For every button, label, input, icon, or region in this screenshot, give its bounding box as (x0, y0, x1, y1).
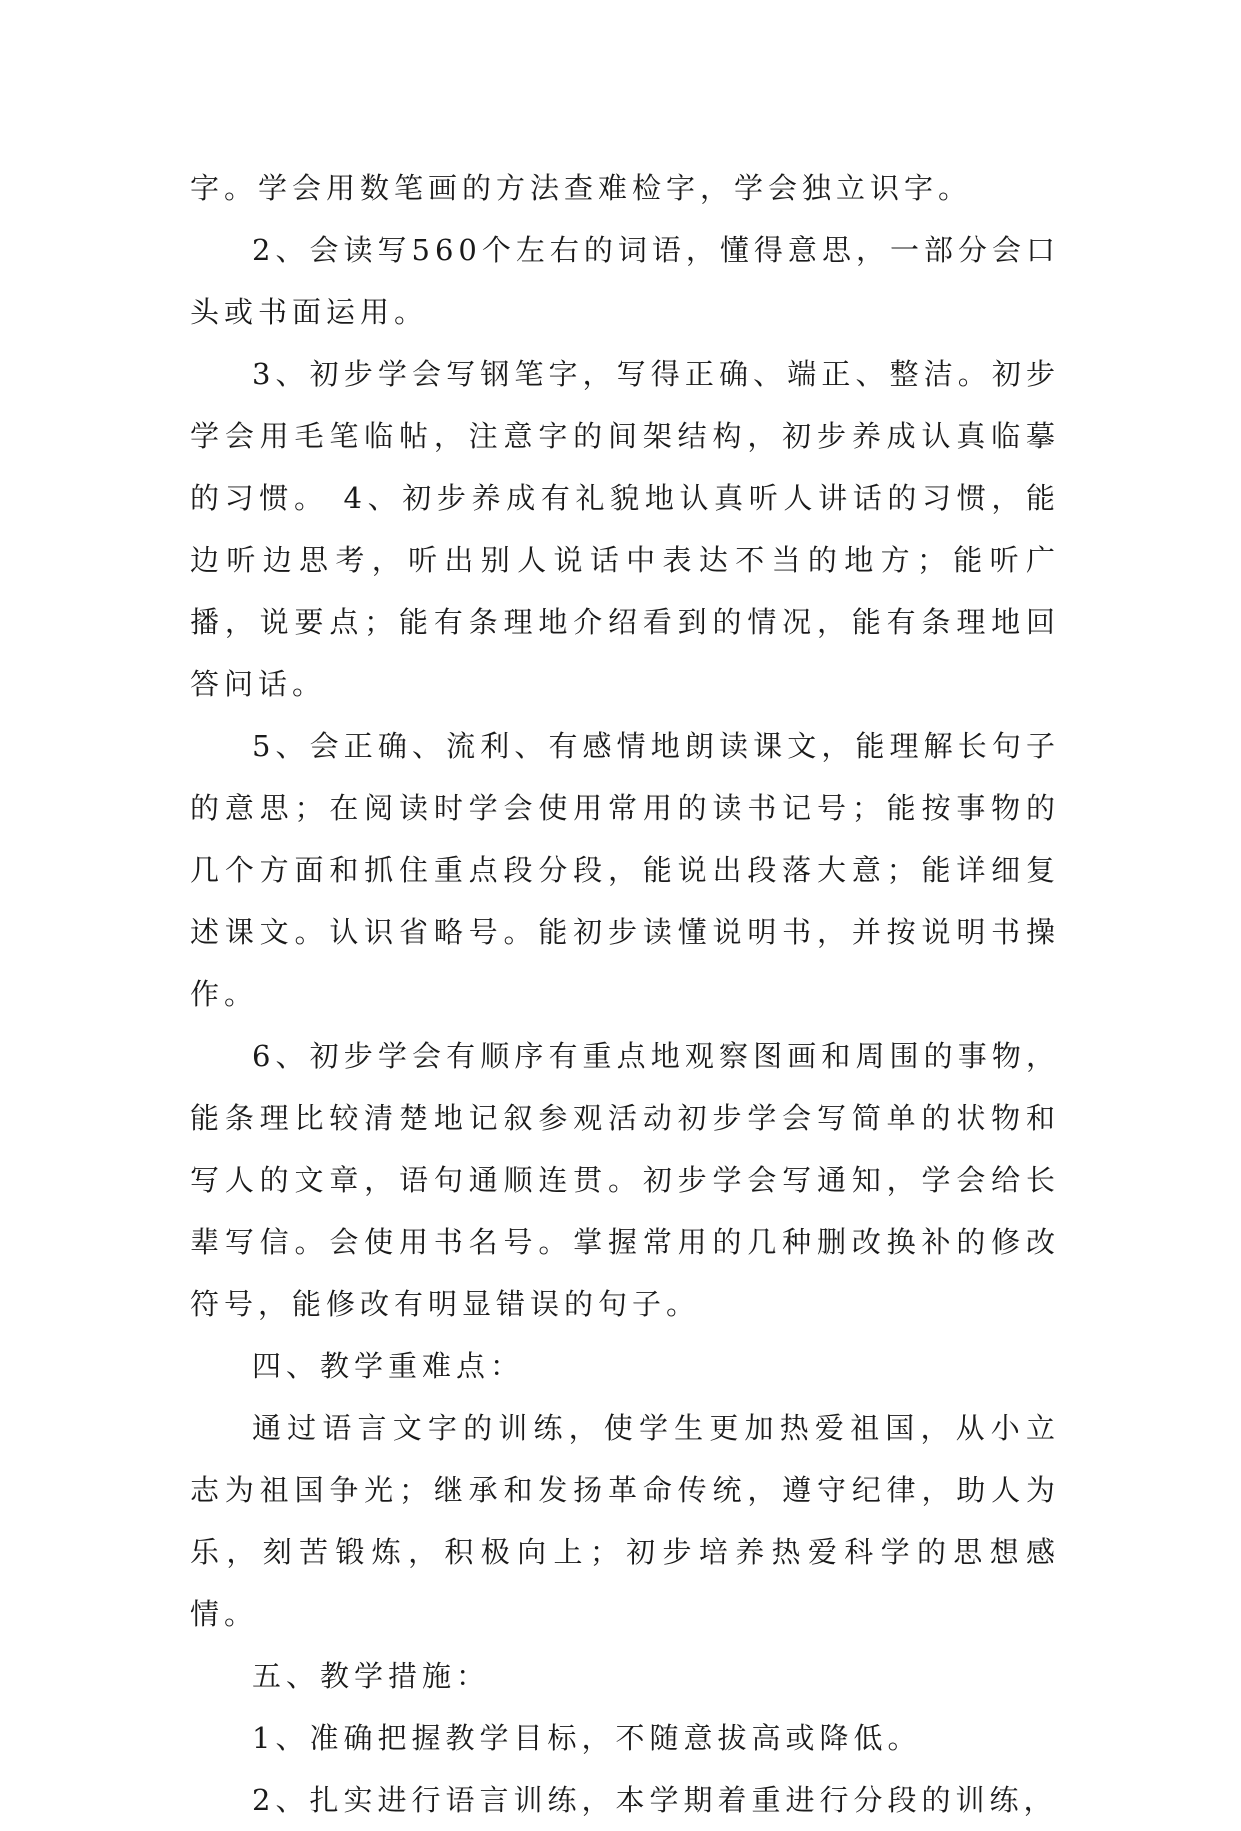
paragraph-item-5: 5、会正确、流利、有感情地朗读课文，能理解长句子的意思；在阅读时学会使用常用的读书记号；能按事物的几个方面和抓住重点段分段，能说出段落大意；能详细复述课文。认识省略号。能初步读懂说明书，并按说明书操作。 (190, 729, 1060, 1011)
paragraph-item-2: 2、会读写560个左右的词语，懂得意思，一部分会口头或书面运用。 (190, 233, 1060, 329)
paragraph-item-3-4: 3、初步学会写钢笔字，写得正确、端正、整洁。初步学会用毛笔临帖，注意字的间架结构，初步养成认真临摹的习惯。 4、初步养成有礼貌地认真听人讲话的习惯，能边听边思考，听出别人说话中表达不当的地方；能听广播，说要点；能有条理地介绍看到的情况，能有条理地回答问话。 (190, 357, 1060, 701)
paragraph-measure-1: 1、准确把握教学目标，不随意拔高或降低。 (252, 1721, 922, 1755)
paragraph-key-points: 通过语言文字的训练，使学生更加热爱祖国，从小立志为祖国争光；继承和发扬革命传统，遵守纪律，助人为乐，刻苦锻炼，积极向上；初步培养热爱科学的思想感情。 (190, 1411, 1060, 1631)
paragraph-item-6: 6、初步学会有顺序有重点地观察图画和周围的事物，能条理比较清楚地记叙参观活动初步学会写简单的状物和写人的文章，语句通顺连贯。初步学会写通知，学会给长辈写信。会使用书名号。掌握常用的几种删改换补的修改符号，能修改有明显错误的句子。 (190, 1039, 1060, 1321)
section-heading-key-points: 四、教学重难点： (252, 1349, 525, 1383)
document-body (190, 157, 1060, 1831)
section-heading-measures: 五、教学措施： (252, 1659, 491, 1693)
paragraph-measure-2: 2、扎实进行语言训练，本学期着重进行分段的训练， (252, 1783, 1058, 1817)
paragraph-continuation: 字。学会用数笔画的方法查难检字，学会独立识字。 (190, 171, 973, 205)
